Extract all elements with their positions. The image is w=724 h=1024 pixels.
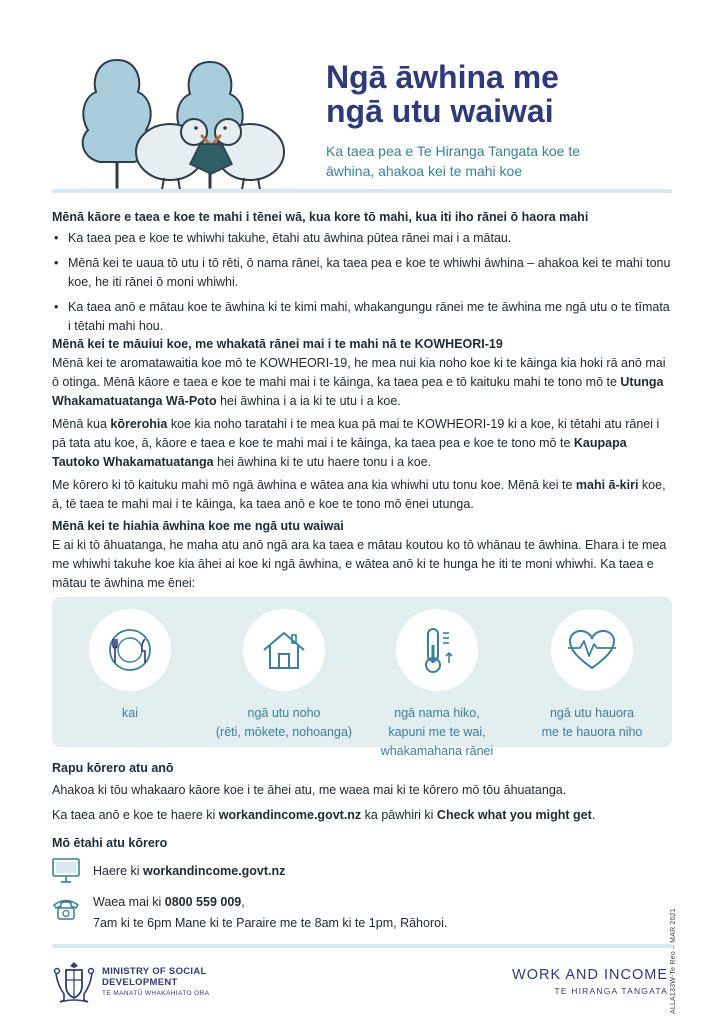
short-term-absence-payment-term: Utunga Whakamatuatanga Wā-Poto [52,375,664,408]
help-item-food-label: kai [122,706,138,720]
thermometer-icon [415,625,459,675]
covid-paragraph-3 [52,476,672,514]
text-run: , [241,895,245,909]
title-line-2: ngā utu waiwai [326,93,554,129]
phone-contact [93,893,653,933]
leave-support-scheme-term: Kaupapa Tautoko Whakamatuatanga [52,436,627,469]
text-run: Haere ki [93,864,144,878]
check-what-you-might-get-link[interactable]: Check what you might get [436,808,592,822]
find-out-more-paragraph-2 [52,806,672,825]
section-find-out-more-heading: Rapu kōrero atu anō [52,761,174,775]
bullet-item: • Ka taea anō e mātau koe te āwhina ki te kimi mahi, whakangungu rānei me te āwhina me ngā utu o te tīmata i tētahi mahi hou. [52,298,672,336]
telephone-icon [52,896,80,922]
find-out-more-paragraph-1: Ahakoa ki tōu whakaaro kāore koe i te āhei atu, me waea mai ki te kōrero mō tōu āhuatanga. [52,783,567,797]
text-run: Me kōrero ki tō kaituku mahi mō ngā āwhina e wātea ana kia whiwhi utu tonu koe. Mēnā kei te [52,478,576,492]
opening-hours: 7am ki te 6pm Mane ki te Paraire me te 8am ki te 1pm, Rāhoroi. [93,916,448,930]
footer-divider [52,944,672,948]
text-run: koe, ā, tē taea te mahi mai i te kāinga, ka taea anō e koe te tono mō ēnei utunga. [52,478,666,511]
nz-coat-of-arms-logo [52,960,96,1004]
header-divider [52,189,672,193]
website-link[interactable]: workandincome.govt.nz [218,808,362,822]
work-and-income-logo: WORK AND INCOME TE HIRANGA TANGATA [512,967,668,996]
help-item-housing-label: ngā utu noho (rēti, mōkete, nohoanga) [215,706,353,739]
covid-paragraph-1 [52,354,672,411]
text-run: . [591,808,596,822]
section-covid [52,335,672,518]
food-cutlery-icon [107,627,153,673]
computer-icon [52,858,80,884]
costs-paragraph: E ai ki tō āhuatanga, he maha atu anō ngā ara ka taea e mātau koutou ko tō whānau te āwhina. Ehara i te mea me whiwhi takuhe koe kia āhei ai koe ki ngā āwhina, e wātea anō ki te hunga he iti te moni whiwhi. Ka taea e mātau te āwhina me ēnei: [52,538,667,590]
house-icon [260,628,308,672]
help-item-health [517,597,667,742]
document-code: ALLA133W-Te Reo – MAR 2021 [670,908,677,1014]
section-costs-heading: Mēnā kei te hiahia āwhina koe me ngā utu waiwai [52,519,344,533]
text-run: ka pāwhiri ki [361,808,437,822]
text-run: hei āwhina i a ia ki te utu i a koe. [216,394,401,408]
section-employment [52,208,672,342]
page-title [326,60,706,128]
section-costs [52,517,672,597]
heart-pulse-icon [566,628,618,672]
tree-left [83,60,152,190]
kiwi-trees-illustration [72,40,302,200]
title-line-1: Ngā āwhina me [326,59,559,95]
web-contact [93,862,493,881]
msd-logo-text: MINISTRY OF SOCIAL DEVELOPMENT TE MANATŪ WHAKAHIATO ORA [102,966,210,997]
help-categories-panel [52,597,672,758]
text-run: Mēnā kua [52,417,111,431]
text-run: Waea mai ki [93,895,165,909]
section-more-info-heading: Mō ētahi atu kōrero [52,836,168,850]
help-item-utilities [362,597,512,761]
help-item-housing [209,597,359,742]
employment-bullets [52,229,672,336]
help-item-food [55,597,205,723]
page-subtitle: Ka taea pea e Te Hiranga Tangata koe te āwhina, ahakoa kei te mahi koe [326,143,581,179]
help-item-utilities-label: ngā nama hiko, kapuni me te wai, whakamahana rānei [380,706,494,758]
covid-paragraph-2 [52,415,672,472]
section-find-out-more [52,759,672,829]
section-more-info [52,834,672,853]
text-run: Ka taea anō e koe te haere ki [52,808,219,822]
text-run: hei āwhina ki te utu haere tonu i a koe. [213,455,432,469]
bullet-item: • Ka taea pea e koe te whiwhi takuhe, ētahi atu āwhina pūtea rānei mai i a mātau. [52,229,672,248]
section-covid-heading: Mēnā kei te māuiui koe, me whakatā rānei mai i te mahi nā te KOWHEORI-19 [52,337,503,351]
section-employment-heading: Mēnā kāore e taea e koe te mahi i tēnei wā, kua kore tō mahi, kua iti iho rānei ō haora mahi [52,210,589,224]
phone-number[interactable]: 0800 559 009 [164,895,242,909]
help-item-health-label: ngā utu hauora me te hauora niho [541,706,643,739]
bullet-item: • Mēnā kei te uaua tō utu i tō rēti, ō nama rānei, ka taea pea e koe te whiwhi āwhina – ahakoa kei te mahi tonu koe, he iti rānei ō moni whiwhi. [52,254,672,292]
advised-term: kōrerohia [110,417,168,431]
website-link[interactable]: workandincome.govt.nz [143,864,286,878]
text-run: koe kia noho taratahi i te mea kua pā mai te KOWHEORI-19 ki a koe, ki tētahi atu rānei i pā tata atu koe, ā, kāore e taea e koe te mahi mai i te kāinga, ka taea pea e koe te tono mō te [52,417,660,450]
text-run: Mēnā kei te aromatawaitia koe mō te KOWHEORI-19, he mea nui kia noho koe ki te kāinga kia hoki rā anō mai ō otinga. Mēnā kāore e taea e koe te mahi mai i te kāinga, ka taea pea e tō kaituku mahi te tono mō te [52,356,666,389]
self-employed-term: mahi ā-kiri [575,478,639,492]
